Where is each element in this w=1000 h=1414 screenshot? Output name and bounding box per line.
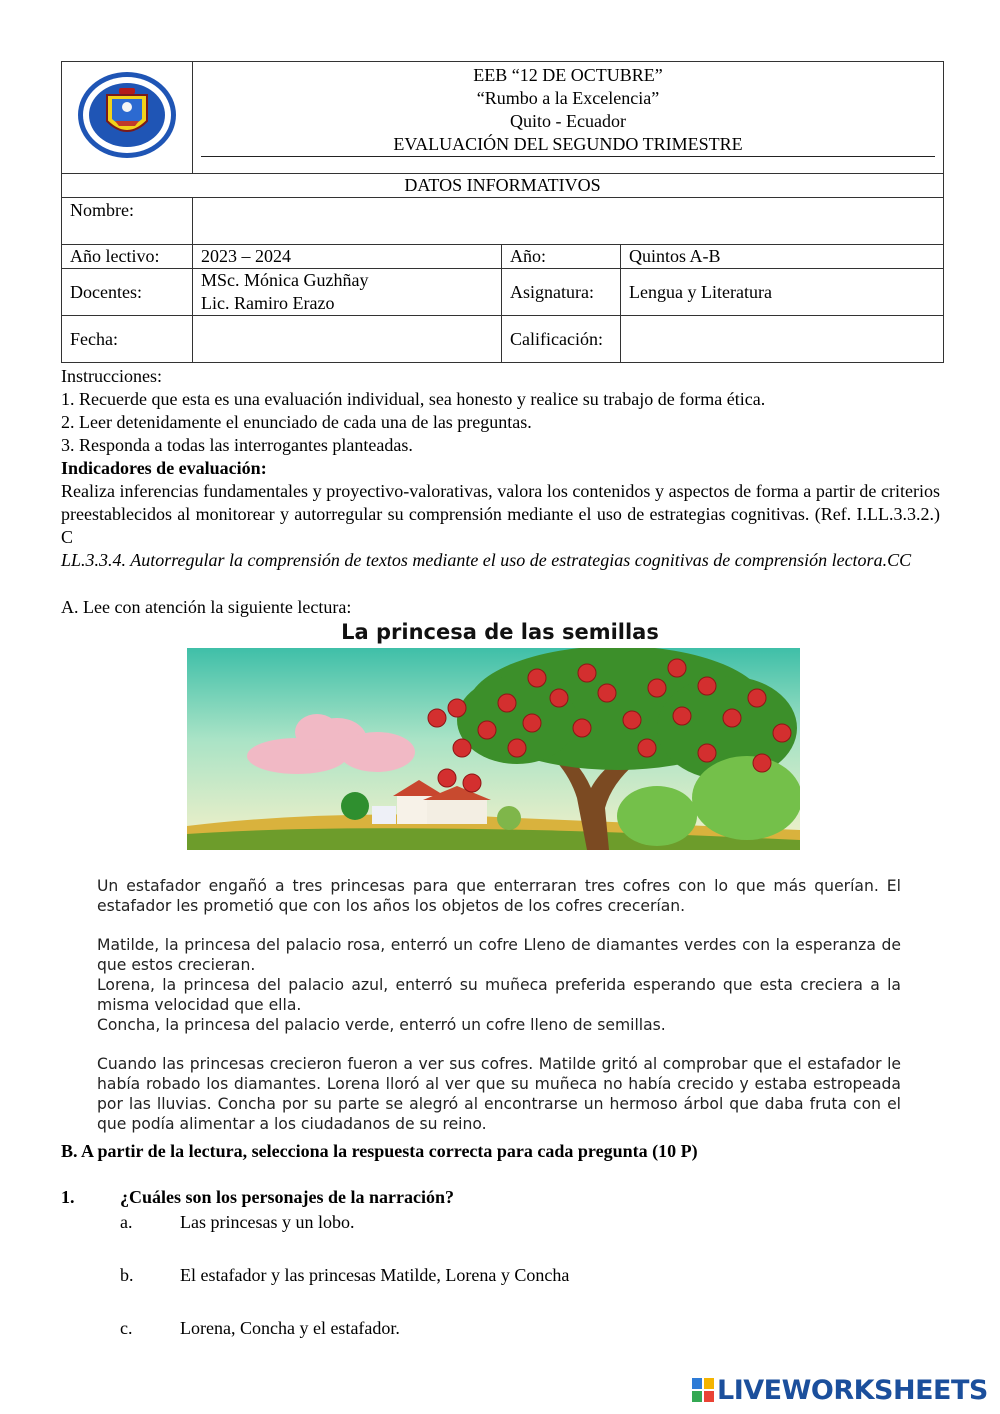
question-1-text: ¿Cuáles son los personajes de la narración? (120, 1187, 455, 1207)
story-paragraph-2b: Lorena, la princesa del palacio azul, enterró su muñeca preferida esperando que esta creciera a la misma velocidad que ella. (97, 976, 901, 1014)
indicators-text: Realiza inferencias fundamentales y proyectivo-valorativas, valora los contenidos y aspectos de forma a partir de criterios preestablecidos al monitorear y autorregular su comprensión mediante el uso de estrategias cognitivas. (Ref. I.LL.3.3.2.) C (61, 481, 940, 547)
anio-label: Año: (502, 245, 621, 269)
nombre-label: Nombre: (62, 198, 193, 245)
docentes-label: Docentes: (62, 269, 193, 316)
skill-text: LL.3.3.4. Autorregular la comprensión de textos mediante el uso de estrategias cognitivas de comprensión lectora.CC (61, 550, 912, 570)
instruction-item-2: 2. Leer detenidamente el enunciado de cada una de las preguntas. (61, 412, 532, 432)
school-location: Quito - Ecuador (510, 111, 626, 131)
docentes-value (193, 269, 502, 316)
calificacion-field[interactable] (621, 316, 944, 363)
story-paragraph-2a: Matilde, la princesa del palacio rosa, enterró un cofre Lleno de diamantes verdes con la esperanza de que estos crecieran. (97, 936, 901, 974)
instruction-item-1: 1. Recuerde que esta es una evaluación individual, sea honesto y realice su trabajo de forma ética. (61, 389, 766, 409)
story-paragraph-1: Un estafador engañó a tres princesas para que enterraran tres cofres con lo que más querían. El estafador les prometió que con los años los objetos de los cofres crecerían. (97, 877, 901, 915)
option-c-text[interactable]: Lorena, Concha y el estafador. (180, 1318, 400, 1338)
school-name: EEB “12 DE OCTUBRE” (473, 65, 663, 85)
option-c-letter[interactable]: c. (120, 1318, 133, 1338)
school-logo (75, 69, 179, 161)
docente-2: Lic. Ramiro Erazo (201, 293, 335, 313)
apple-tree-illustration (187, 648, 800, 850)
story-title: La princesa de las semillas (341, 620, 659, 644)
calificacion-label: Calificación: (502, 316, 621, 363)
option-a-text[interactable]: Las princesas y un lobo. (180, 1212, 355, 1232)
asignatura-label: Asignatura: (502, 269, 621, 316)
header-table (61, 61, 944, 363)
exam-title: EVALUACIÓN DEL SEGUNDO TRIMESTRE (201, 133, 935, 157)
liveworksheets-logo-icon (692, 1378, 714, 1402)
info-section-title: DATOS INFORMATIVOS (62, 174, 944, 198)
option-b-text[interactable]: El estafador y las princesas Matilde, Lorena y Concha (180, 1265, 570, 1285)
school-motto: “Rumbo a la Excelencia” (476, 88, 660, 108)
option-a-letter[interactable]: a. (120, 1212, 133, 1232)
anio-lectivo-label: Año lectivo: (62, 245, 193, 269)
instructions-title: Instrucciones: (61, 366, 162, 386)
liveworksheets-watermark (692, 1374, 988, 1406)
story-paragraph-3: Cuando las princesas crecieron fueron a ver sus cofres. Matilde gritó al comprobar que el estafador le había robado los diamantes. Lorena lloró al ver que su muñeca no había crecido y estaba estropeada por las lluvias. Concha por su parte se alegró al encontrarse un hermoso árbol que daba fruta con el que podía alimentar a los ciudadanos de su reino. (97, 1055, 901, 1133)
asignatura-value: Lengua y Literatura (621, 269, 944, 316)
anio-lectivo-value: 2023 – 2024 (193, 245, 502, 269)
school-logo-cell (62, 62, 193, 174)
option-b-letter[interactable]: b. (120, 1265, 134, 1285)
fecha-field[interactable] (193, 316, 502, 363)
fecha-label: Fecha: (62, 316, 193, 363)
school-heading (193, 62, 944, 174)
section-b-heading: B. A partir de la lectura, selecciona la respuesta correcta para cada pregunta (10 P) (61, 1141, 698, 1161)
instruction-item-3: 3. Responda a todas las interrogantes planteadas. (61, 435, 413, 455)
indicators-title: Indicadores de evaluación: (61, 458, 267, 478)
story-paragraph-2c: Concha, la princesa del palacio verde, enterró un cofre lleno de semillas. (97, 1016, 666, 1034)
anio-value: Quintos A-B (621, 245, 944, 269)
question-1-number: 1. (61, 1187, 75, 1207)
liveworksheets-text: LIVEWORKSHEETS (717, 1374, 988, 1406)
nombre-field[interactable] (193, 198, 944, 245)
section-a-heading: A. Lee con atención la siguiente lectura: (61, 597, 352, 617)
docente-1: MSc. Mónica Guzhñay (201, 270, 369, 290)
